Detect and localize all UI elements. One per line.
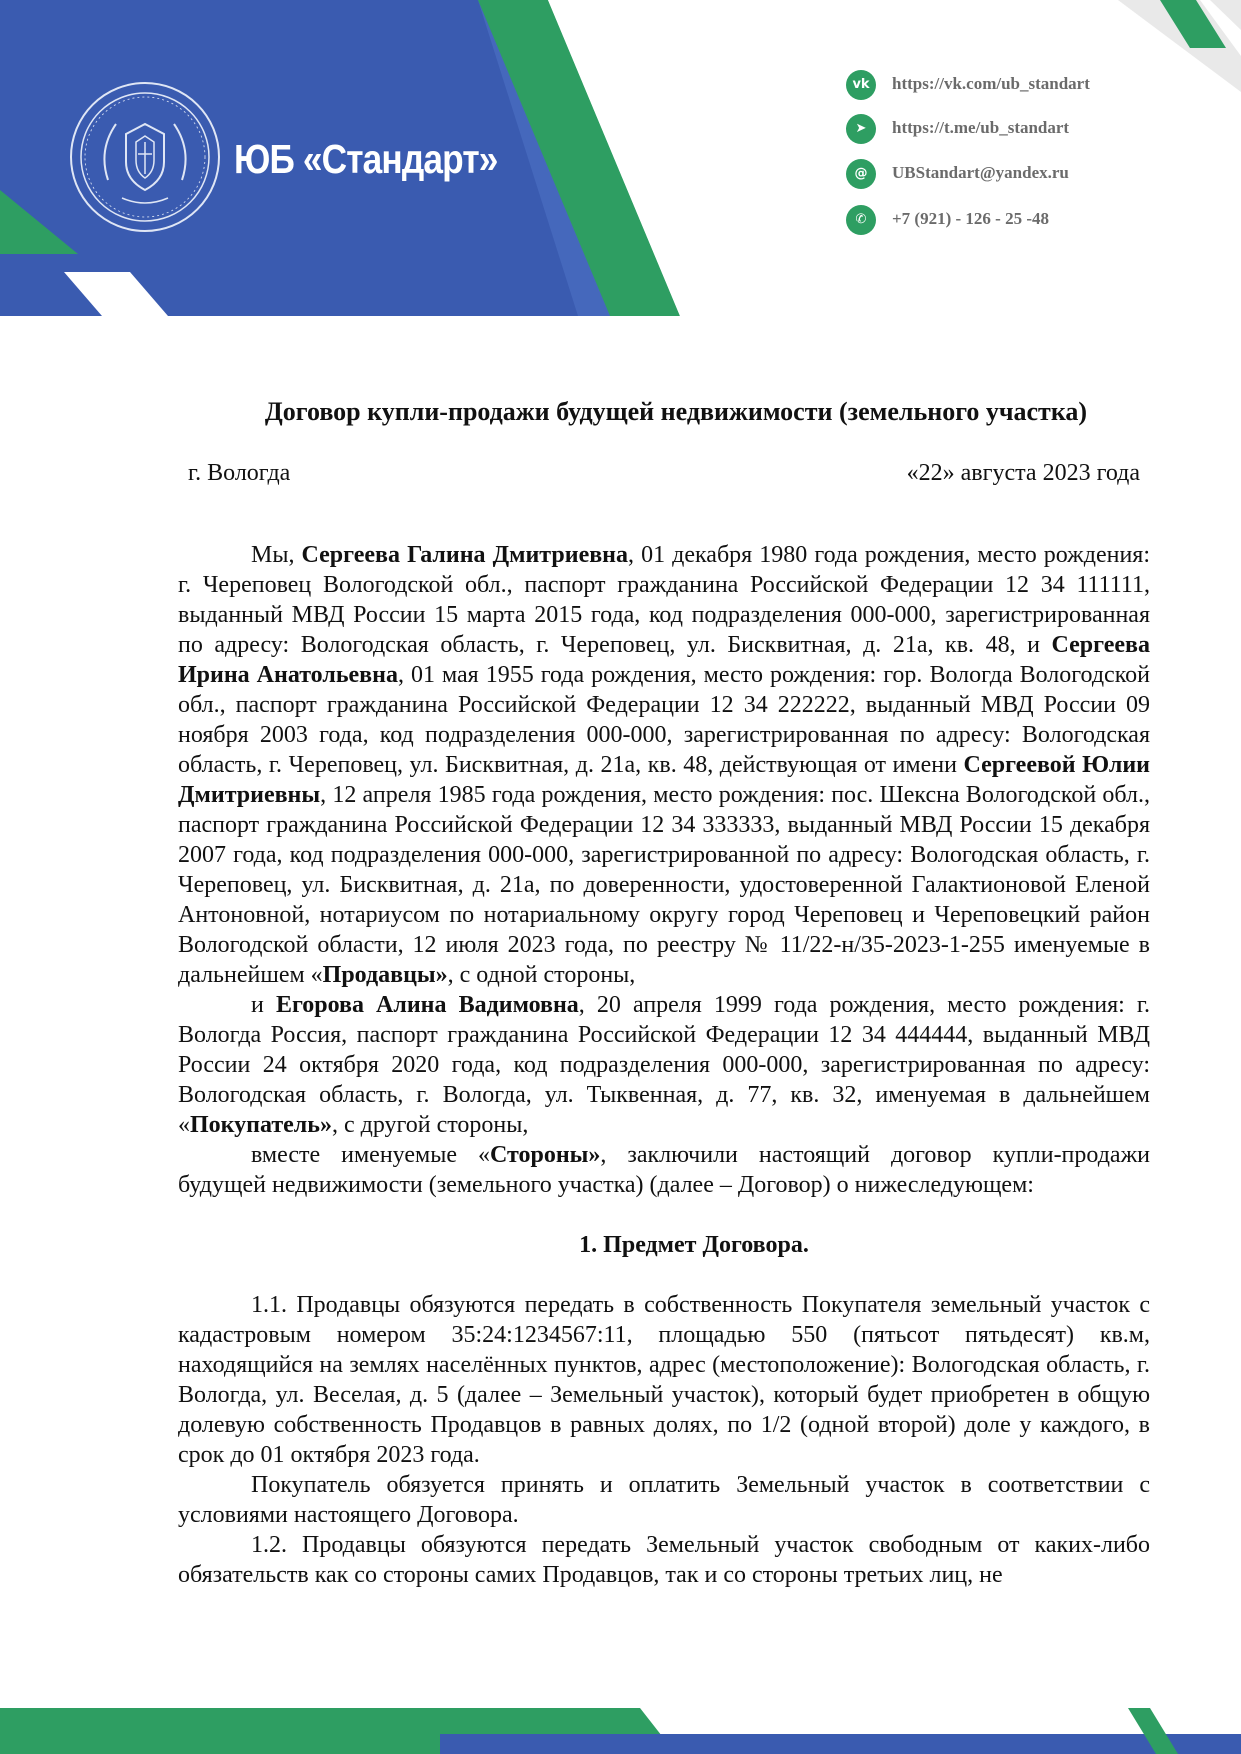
contract-date: «22» августа 2023 года: [906, 460, 1140, 486]
section-1-title: 1. Предмет Договора.: [579, 1232, 809, 1258]
clause-1-1: 1.1. Продавцы обязуются передать в собственность Покупателя земельный участок с кадастровым номером 35:24:1234567:11, площадью 550 (пятьсот пятьдесят) кв.м, находящийся на землях населённых пунктов, адрес (местоположение): Вологодская область, г. Вологда, ул. Веселая, д. 5 (далее – Земельный участок), который будет приобретен в общую долевую собственность Продавцов в равных долях, по 1/2 (одной второй) доле у каждого, в срок до 01 октября 2023 года.: [178, 1292, 1150, 1468]
seller-name-1: Сергеева Галина Дмитриевна: [301, 542, 629, 568]
telegram-icon: ➤: [846, 114, 876, 144]
vk-icon: vk: [846, 70, 876, 100]
contract-body: [178, 392, 1150, 1590]
contact-phone-number[interactable]: +7 (921) - 126 - 25 -48: [892, 209, 1049, 228]
principal-name: Сергеевой Юлии Дмитриевны: [178, 752, 1150, 808]
clause-1-2: 1.2. Продавцы обязуются передать Земельный участок свободным от каких-либо обязательств как со стороны самих Продавцов, так и со стороны третьих лиц, не: [178, 1532, 1150, 1588]
contact-email-link[interactable]: UBStandart@yandex.ru: [892, 163, 1069, 182]
contract-title: Договор купли-продажи будущей недвижимости (земельного участка): [264, 397, 1088, 426]
contract-text: [178, 540, 1150, 1590]
contact-telegram-link[interactable]: https://t.me/ub_standart: [892, 118, 1070, 137]
emblem-seal: [68, 80, 222, 234]
parties-paragraph: вместе именуемые «Стороны», заключили настоящий договор купли-продажи будущей недвижимости (земельного участка) (далее – Договор) о нижеследующем:: [178, 1142, 1151, 1198]
clause-1-1-continued: Покупатель обязуется принять и оплатить Земельный участок в соответствии с условиями настоящего Договора.: [178, 1472, 1150, 1528]
email-icon: @: [846, 159, 876, 189]
contact-vk-link[interactable]: https://vk.com/ub_standart: [892, 74, 1090, 93]
buyer-name: Егорова Алина Вадимовна: [275, 992, 579, 1018]
place-date-line: [178, 452, 1150, 494]
seller-name-2: Сергеева Ирина Анатольевна: [178, 632, 1150, 688]
sellers-term: Продавцы»: [322, 962, 448, 988]
brand-name: ЮБ «Стандарт»: [234, 136, 498, 182]
footer-banner: [0, 1700, 1241, 1754]
whatsapp-icon: ✆: [846, 205, 876, 235]
buyer-paragraph: и Егорова Алина Вадимовна, 20 апреля 1999 года рождения, место рождения: г. Вологда Россия, паспорт гражданина Российской Федерации 12 34 444444, выданный МВД России 24 октября 2020 года, код подразделения 000-000, зарегистрированная по адресу: Вологодская область, г. Вологда, ул. Тыквенная, д. 77, кв. 32, именуемая в дальнейшем «Покупатель», с другой стороны,: [178, 992, 1151, 1138]
sellers-paragraph: Мы, Сергеева Галина Дмитриевна, 01 декабря 1980 года рождения, место рождения: г. Череповец Вологодской обл., паспорт гражданина Российской Федерации 12 34 111111, выданный МВД России 15 марта 2015 года, код подразделения 000-000, зарегистрированная по адресу: Вологодская область, г. Череповец, ул. Бисквитная, д. 21а, кв. 48, и Сергеева Ирина Анатольевна, 01 мая 1955 года рождения, место рождения: гор. Вологда Вологодской обл., паспорт гражданина Российской Федерации 12 34 222222, выданный МВД России 09 ноября 2003 года, код подразделения 000-000, зарегистрированная по адресу: Вологодская область, г. Череповец, ул. Бисквитная, д. 21а, кв. 48, действующая от имени Сергеевой Юлии Дмитриевны, 12 апреля 1985 года рождения, место рождения: пос. Шексна Вологодской обл., паспорт гражданина Российской Федерации 12 34 333333, выданный МВД России 15 декабря 2007 года, код подразделения 000-000, зарегистрированной по адресу: Вологодская область, г. Череповец, ул. Бисквитная, д. 21а, по доверенности, удостоверенной Галактионовой Еленой Антоновной, нотариусом по нотариальному округу город Череповец и Череповецкий район Вологодской области, 12 июля 2023 года, по реестру № 11/22-н/35-2023-1-255 именуемые в дальнейшем «Продавцы», с одной стороны,: [178, 542, 1151, 988]
contract-place: г. Вологда: [188, 460, 291, 486]
buyer-term: Покупатель»: [190, 1112, 332, 1138]
parties-term: Стороны»: [489, 1142, 601, 1168]
